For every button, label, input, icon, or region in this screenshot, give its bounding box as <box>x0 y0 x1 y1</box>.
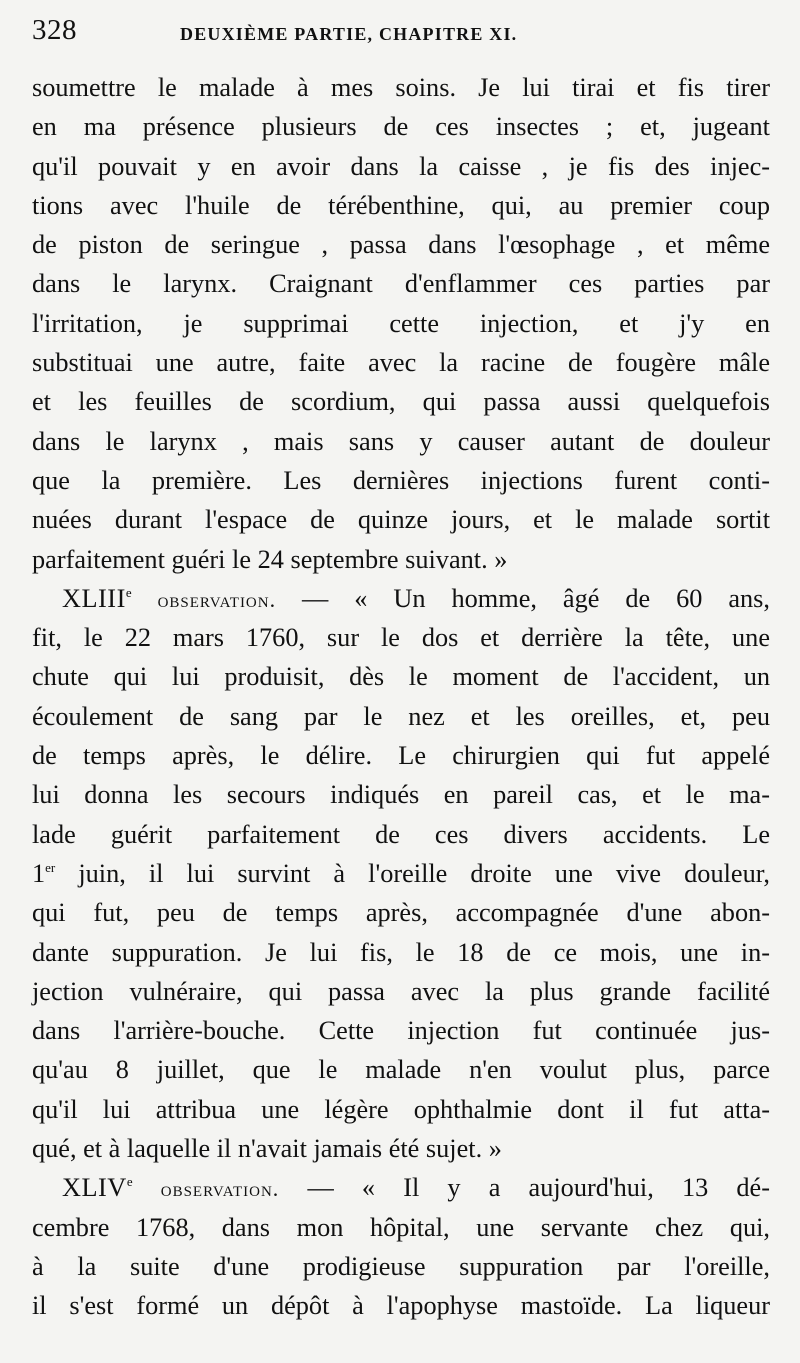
text-line: cembre 1768, dans mon hôpital, une servante chez qui, <box>32 1212 770 1242</box>
text-fragment: — « Il y a aujourd'hui, 13 dé- <box>279 1173 770 1203</box>
observation-43 <box>32 579 770 1168</box>
observation-heading-line <box>32 579 770 618</box>
text-line: dans l'arrière-bouche. Cette injection fut continuée jus- <box>32 1016 770 1046</box>
text-line: fit, le 22 mars 1760, sur le dos et derrière la tête, une <box>32 623 770 653</box>
text-line: chute qui lui produisit, dès le moment de l'accident, un <box>32 662 770 692</box>
text-line: en ma présence plusieurs de ces insectes ; et, jugeant <box>32 112 770 142</box>
paragraph-continuation <box>32 68 770 579</box>
ordinal-superscript: er <box>45 859 56 875</box>
text-line: dans le larynx. Craignant d'enflammer ces parties par <box>32 269 770 299</box>
date-number: 1 <box>32 858 46 888</box>
text-line: tions avec l'huile de térébenthine, qui, au premier coup <box>32 190 770 220</box>
text-line: qu'il lui attribua une légère ophthalmie dont il fut atta- <box>32 1094 770 1124</box>
observation-number: XLIV <box>62 1173 127 1203</box>
text-line: lui donna les secours indiqués en pareil cas, et le ma- <box>32 780 770 810</box>
text-line: et les feuilles de scordium, qui passa aussi quelquefois <box>32 387 770 417</box>
text-line <box>32 854 770 893</box>
text-line: à la suite d'une prodigieuse suppuration par l'oreille, <box>32 1251 770 1281</box>
text-line: qu'au 8 juillet, que le malade n'en voulut plus, parce <box>32 1055 770 1085</box>
running-head: DEUXIÈME PARTIE, CHAPITRE XI. <box>180 24 518 44</box>
text-line: dans le larynx , mais sans y causer autant de douleur <box>32 426 770 456</box>
page-body <box>32 68 770 1326</box>
text-line: nuées durant l'espace de quinze jours, et le malade sortit <box>32 505 770 535</box>
text-fragment: juin, il lui survint à l'oreille droite une vive douleur, <box>55 858 770 888</box>
text-fragment: — « Un homme, âgé de 60 ans, <box>276 583 770 613</box>
text-line: substituai une autre, faite avec la racine de fougère mâle <box>32 348 770 378</box>
text-line: que la première. Les dernières injections furent conti- <box>32 465 770 495</box>
observation-label: observation. <box>160 1176 280 1202</box>
text-line: l'irritation, je supprimai cette injection, et j'y en <box>32 308 770 338</box>
text-line: parfaitement guéri le 24 septembre suivant. » <box>32 544 508 574</box>
observation-label: observation. <box>157 586 277 612</box>
observation-44 <box>32 1168 770 1325</box>
observation-number: XLIII <box>62 583 126 613</box>
ordinal-superscript: e <box>125 584 132 600</box>
text-line: lade guérit parfaitement de ces divers accidents. Le <box>32 819 770 849</box>
text-line: soumettre le malade à mes soins. Je lui tirai et fis tirer <box>32 73 770 102</box>
page-header <box>32 14 760 54</box>
text-line: qu'il pouvait y en avoir dans la caisse , je fis des injec- <box>32 151 770 181</box>
text-line: de temps après, le délire. Le chirurgien qui fut appelé <box>32 741 770 771</box>
text-line: qui fut, peu de temps après, accompagnée d'une abon- <box>32 898 770 928</box>
page-number: 328 <box>32 14 77 46</box>
observation-heading-line <box>32 1168 770 1207</box>
text-line: dante suppuration. Je lui fis, le 18 de ce mois, une in- <box>32 937 770 967</box>
text-line: jection vulnéraire, qui passa avec la plus grande facilité <box>32 976 770 1006</box>
text-line: il s'est formé un dépôt à l'apophyse mastoïde. La liqueur <box>32 1291 770 1321</box>
text-line: écoulement de sang par le nez et les oreilles, et, peu <box>32 701 770 731</box>
text-line: qué, et à laquelle il n'avait jamais été sujet. » <box>32 1134 502 1164</box>
ordinal-superscript: e <box>126 1174 133 1190</box>
text-line: de piston de seringue , passa dans l'œsophage , et même <box>32 230 770 260</box>
